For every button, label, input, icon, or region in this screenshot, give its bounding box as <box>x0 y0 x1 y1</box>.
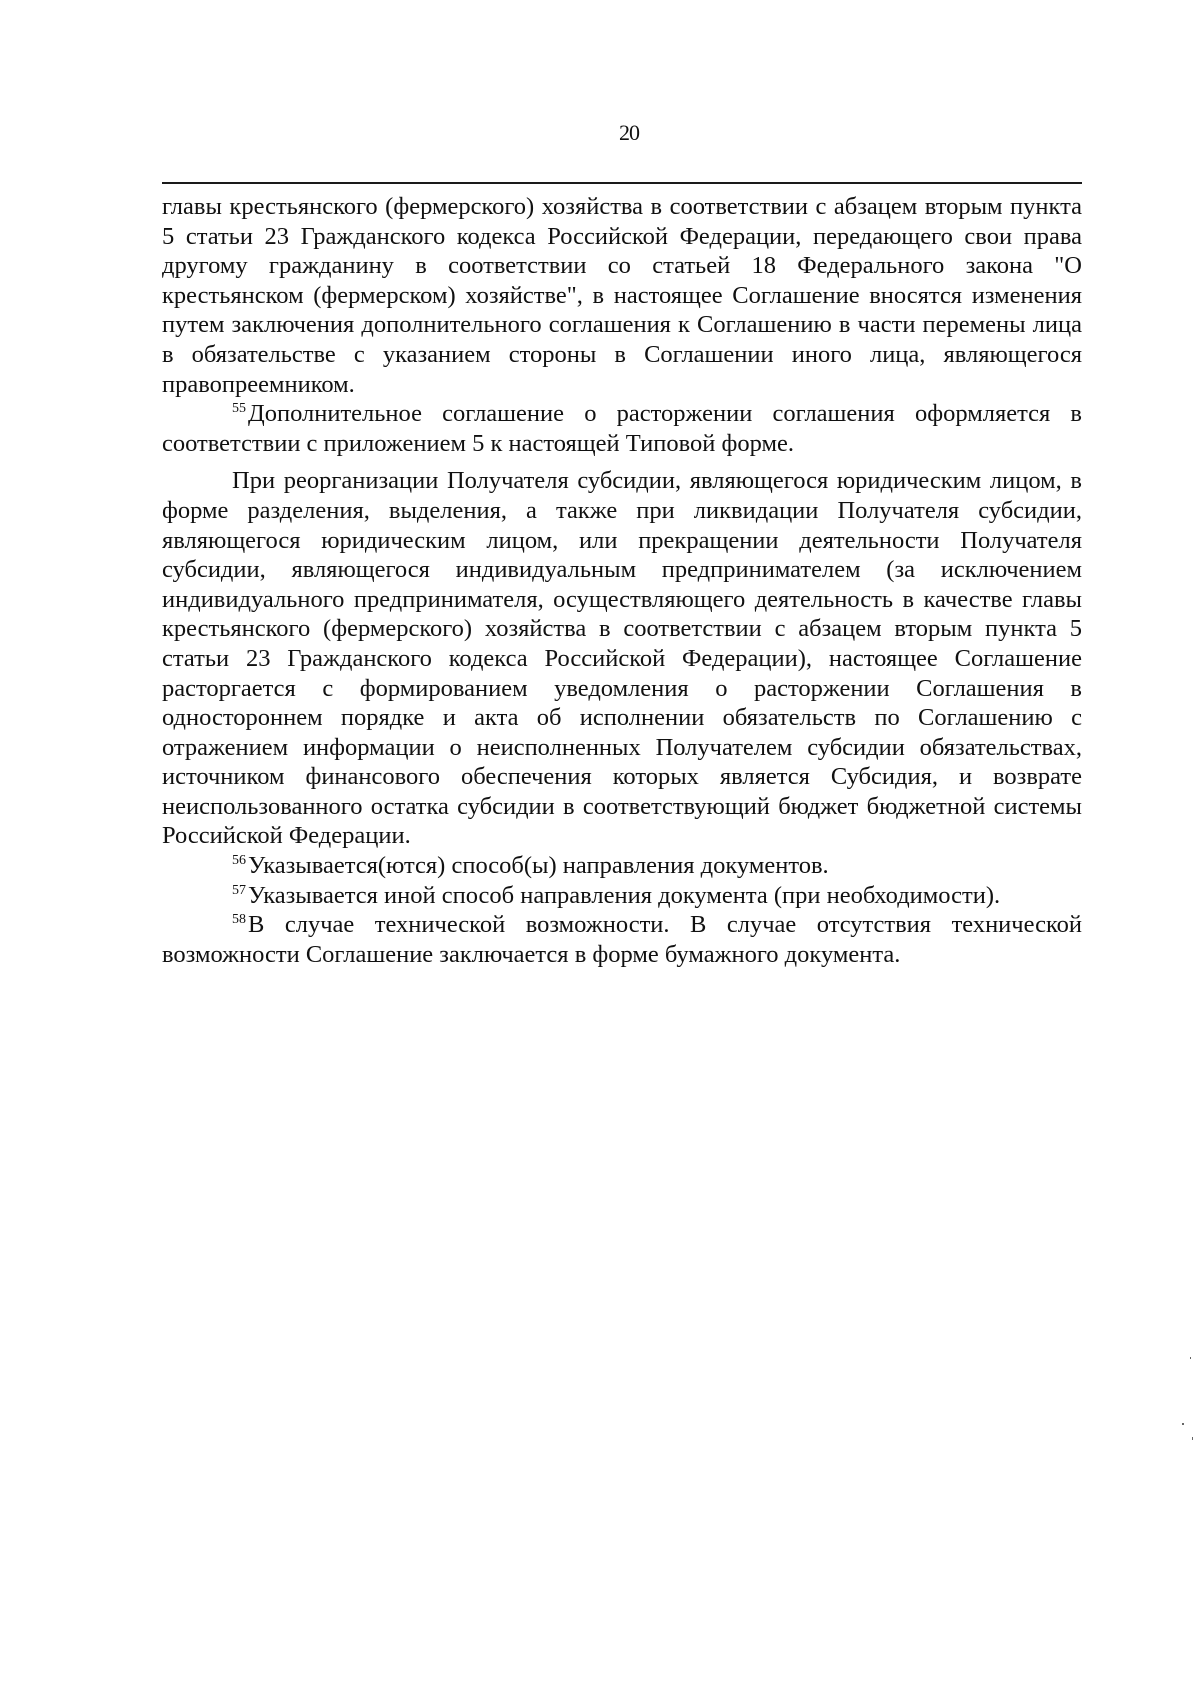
footnote-55 <box>162 399 1082 458</box>
footnote-marker: 55 <box>232 401 246 417</box>
paragraph-continuation <box>162 192 1082 399</box>
document-body <box>162 192 1082 969</box>
page-number: 20 <box>619 120 639 145</box>
footnote-text: Дополнительное соглашение о расторжении соглашения оформляется в соответствии с приложением 5 к настоящей Типовой форме. <box>162 400 1082 457</box>
paragraph-text: При реорганизации Получателя субсидии, являющегося юридическим лицом, в форме разделения, выделения, а также при ликвидации Получателя субсидии, являющегося юридическим лицом, или прекращении деятельности Получателя субсидии, являющегося индивидуальным предпринимателем (за исключением индивидуального предпринимателя, осуществляющего деятельность в качестве главы крестьянского (фермерского) хозяйства в соответствии с абзацем вторым пункта 5 статьи 23 Гражданского кодекса Российской Федерации), настоящее Соглашение расторгается с формированием уведомления о расторжении Соглашения в одностороннем порядке и акта об исполнении обязательств по Соглашению с отражением информации о неисполненных Получателем субсидии обязательствах, источником финансового обеспечения которых является Субсидия, и возврате неиспользованного остатка субсидии в соответствующий бюджет бюджетной системы Российской Федерации. <box>162 467 1082 850</box>
scan-artifact <box>1192 1437 1193 1440</box>
header-divider <box>162 182 1082 184</box>
paragraph-text: главы крестьянского (фермерского) хозяйства в соответствии с абзацем вторым пункта 5 статьи 23 Гражданского кодекса Российской Федерации, передающего свои права другому гражданину в соответствии со статьей 18 Федерального закона "О крестьянском (фермерском) хозяйстве", в настоящее Соглашение вносятся изменения путем заключения дополнительного соглашения к Соглашению в части перемены лица в обязательстве с указанием стороны в Соглашении иного лица, являющегося правопреемником. <box>162 193 1082 398</box>
footnote-text: Указывается иной способ направления документа (при необходимости). <box>248 881 1001 909</box>
footnote-56 <box>162 851 1082 881</box>
footnote-marker: 58 <box>232 912 246 928</box>
footnote-57 <box>162 881 1082 911</box>
footnote-marker: 57 <box>232 882 246 898</box>
paragraph-reorganization <box>162 466 1082 851</box>
footnote-text: В случае технической возможности. В случае отсутствия технической возможности Соглашение заключается в форме бумажного документа. <box>162 911 1082 968</box>
scan-artifact <box>1190 1357 1191 1359</box>
footnote-marker: 56 <box>232 853 246 869</box>
footnote-58 <box>162 910 1082 969</box>
footnote-text: Указывается(ются) способ(ы) направления документов. <box>248 852 829 880</box>
scan-artifact <box>1182 1423 1184 1425</box>
